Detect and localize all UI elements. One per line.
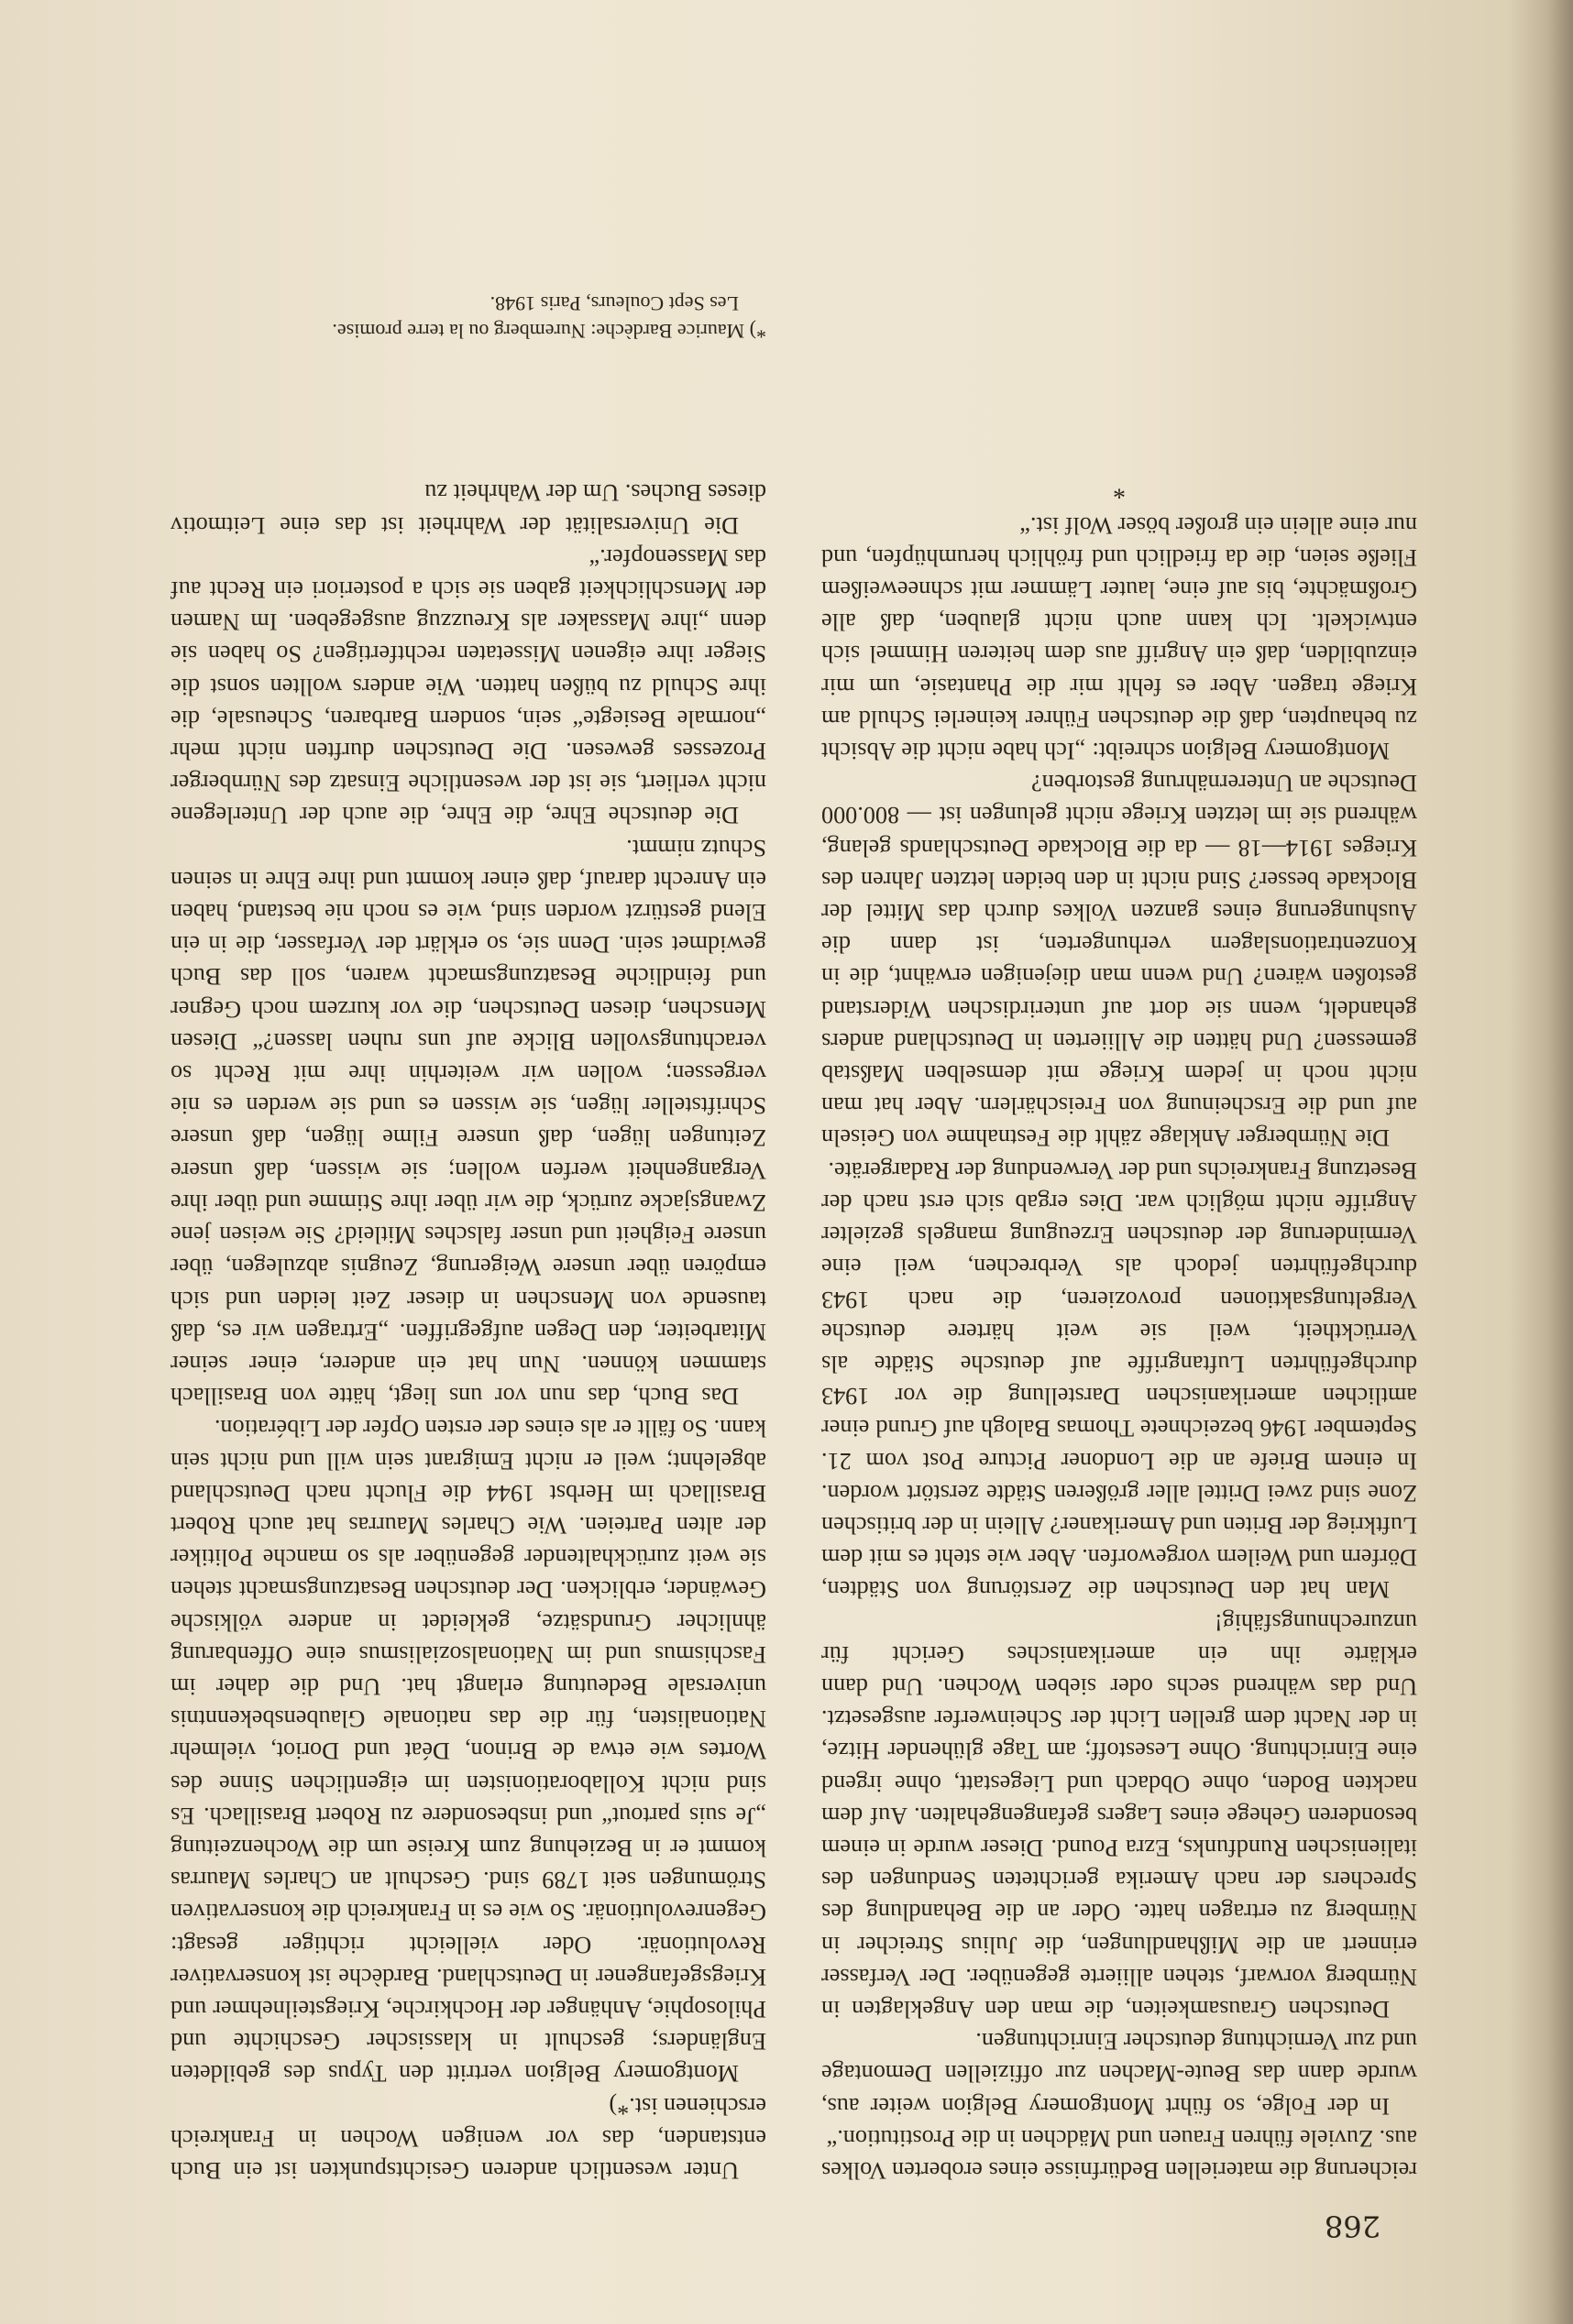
binding-edge-shadow [1509, 0, 1573, 2324]
paragraph: Das Buch, das nun vor uns liegt, hätte von Brasillach stammen können. Nun hat ein anderer, einer seiner Mitarbeiter, den Degen aufgegriffen. „Ertragen wir es, daß tausende von Menschen in dieser Zeit leiden und sich empören über unsere Weigerung, Zeugnis abzulegen, über unsere Feigheit und unser falsches Mitleid? Sie weisen jene Zwangsjacke zurück, die wir über ihre Stimme und über ihre Vergangenheit werfen wollen; sie wissen, daß unsere Zeitungen lügen, daß unsere Filme lügen, daß unsere Schriftsteller lügen, sie wissen es und sie werden es nie vergessen; wollen wir weiterhin ihre mit Recht so verachtungsvollen Blicke auf uns ruhen lassen?“ Diesen Menschen, diesen Deutschen, die vor kurzem noch Gegner und feindliche Besatzungsmacht waren, soll das Buch gewidmet sein. Denn sie, so erklärt der Verfasser, die in ein Elend gestürzt worden sind, wie es noch nie bestand, haben ein Anrecht darauf, daß einer kommt und ihre Ehre in seinen Schutz nimmt. [170, 834, 766, 1410]
paragraph: In der Folge, so führt Montgomery Belgion weiter aus, wurde dann das Beute-Machen zur offiziellen Demontage und zur Vernichtung deutscher Einrichtungen. [821, 2028, 1417, 2120]
footnote-line: Les Sept Couleurs, Paris 1948. [490, 292, 739, 315]
text-column-right [170, 477, 766, 2187]
footnote-line: *) Maurice Bardèche: Nuremberg ou la terre promise. [332, 320, 766, 343]
paragraph: reicherung die materiellen Bedürfnisse eines eroberten Volkes aus. Zuviele führen Frauen und Mädchen in die Prostitution.“ [821, 2124, 1417, 2184]
paragraph: Montgomery Belgion schreibt: „Ich habe nicht die Absicht zu behaupten, daß die deutschen Führer keinerlei Schuld am Kriege tragen. Aber es fehlt mir die Phantasie, um mir einzubilden, daß ein Angriff aus dem heiteren Himmel sich entwickelt. Ich kann auch nicht glauben, daß alle Großmächte, bis auf eine, lauter Lämmer mit schneeweißem Fließe seien, die da friedlich und fröhlich herumhüpfen, und nur eine allein ein großer böser Wolf ist.“ [821, 511, 1417, 765]
page-number: 268 [1324, 2209, 1380, 2243]
paragraph: Man hat den Deutschen die Zerstörung von Städten, Dörfern und Weilern vorgeworfen. Aber wie steht es mit dem Luftkrieg der Briten und Amerikaner? Allein in der britischen Zone sind zwei Drittel aller größeren Städte zerstört worden. In einem Briefe an die Londoner Picture Post vom 21. September 1946 bezeichnete Thomas Balogh auf Grund einer amtlichen amerikanischen Darstellung die vor 1943 durchgeführten Luftangriffe auf deutsche Städte als Verrücktheit, weil sie weit härtere deutsche Vergeltungsaktionen provozieren, die nach 1943 durchgeführten jedoch als Verbrechen, weil eine Verminderung der deutschen Erzeugung mangels gezielter Angriffe nicht möglich war. Dies ergab sich erst nach der Besetzung Frankreichs und der Verwendung der Radargeräte. [821, 1157, 1417, 1604]
section-separator-star: * [1113, 475, 1126, 504]
footnote [170, 290, 766, 345]
paragraph: Die deutsche Ehre, die Ehre, die auch der Unterlegene nicht verliert, sie ist der wesentliche Einsatz des Nürnberger Prozesses gewesen. Die Deutschen durften nicht mehr „normale Besiegte“ sein, sondern Barbaren, Scheusale, die ihre Schuld zu büßen hatten. Wie anders wollten sonst die Sieger ihre eigenen Missetaten rechtfertigen? So haben sie denn „ihre Massaker als Kreuzzug ausgegeben. Im Namen der Menschlichkeit gaben sie sich a posteriori ein Recht auf das Massenopfer.“ [170, 543, 766, 829]
paragraph: Unter wesentlich anderen Gesichtspunkten ist ein Buch entstanden, das vor wenigen Wochen in Frankreich erschienen ist.*) [170, 2092, 766, 2184]
paragraph: Die Nürnberger Anklage zählt die Festnahme von Geiseln auf und die Erscheinung von Freischärlern. Aber hat man nicht noch in jedem Kriege mit demselben Maßstab gemessen? Und hätten die Alliierten in Deutschland anders gehandelt, wenn sie dort auf unterirdischen Widerstand gestoßen wären? Und wenn man diejenigen erwähnt, die in Konzentrationslagern verhungerten, ist dann die Aushungerung eines ganzen Volkes durch das Mittel der Blockade besser? Sind nicht in den beiden letzten Jahren des Krieges 1914—18 — da die Blockade Deutschlands gelang, während sie im letzten Kriege nicht gelungen ist — 800.000 Deutsche an Unterernährung gestorben? [821, 770, 1417, 1152]
paragraph: Montgomery Belgion vertritt den Typus des gebildeten Engländers; geschult in klassischer Geschichte und Philosophie, Anhänger der Hochkirche, Kriegsteilnehmer und Kriegsgefangener in Deutschland. Bardèche ist konservativer Revolutionär. Oder vielleicht richtiger gesagt: Gegenrevolutionär. So wie es in Frankreich die konservativen Strömungen seit 1789 sind. Geschult an Charles Maurras kommt er in Beziehung zum Kreise um die Wochenzeitung „Je suis partout“ und insbesondere zu Robert Brasillach. Es sind nicht Kollaborationisten im eigentlichen Sinne des Wortes wie etwa de Brinon, Déat und Doriot, vielmehr Nationalisten, für die das nationale Glaubensbekenntnis universale Bedeutung erlangt hat. Und die daher im Faschismus und im Nationalsozialismus eine Offenbarung ähnlicher Grundsätze, gekleidet in andere völkische Gewänder, erblicken. Der deutschen Besatzungsmacht stehen sie weit zurückhaltender gegenüber als so manche Politiker der alten Parteien. Wie Charles Maurras hat auch Robert Brasillach im Herbst 1944 die Flucht nach Deutschland abgelehnt; weil er nicht Emigrant sein will und nicht sein kann. So fällt er als eines der ersten Opfer der Libération. [170, 1415, 766, 2088]
paragraph: Deutschen Grausamkeiten, die man den Angeklagten in Nürnberg vorwarf, stehen alliierte gegenüber. Der Verfasser erinnert an die Mißhandlungen, die Julius Streicher in Nürnberg zu ertragen hatte. Oder an die Behandlung des Sprechers der nach Amerika gerichteten Sendungen des italienischen Rundfunks, Ezra Pound. Dieser wurde in einem besonderen Gehege eines Lagers gefangengehalten. Auf dem nackten Boden, ohne Obdach und Liegestatt, ohne irgend eine Einrichtung. Ohne Lesestoff; am Tage glühender Hitze, in der Nacht dem grellen Licht der Scheinwerfer ausgesetzt. Und das während sechs oder sieben Wochen. Und dann erklärte ihn ein amerikanisches Gericht für unzurechnungsfähig! [821, 1608, 1417, 2023]
paragraph: Die Universalität der Wahrheit ist das eine Leitmotiv dieses Buches. Um der Wahrheit zu [170, 479, 766, 539]
text-column-left [821, 471, 1417, 2187]
